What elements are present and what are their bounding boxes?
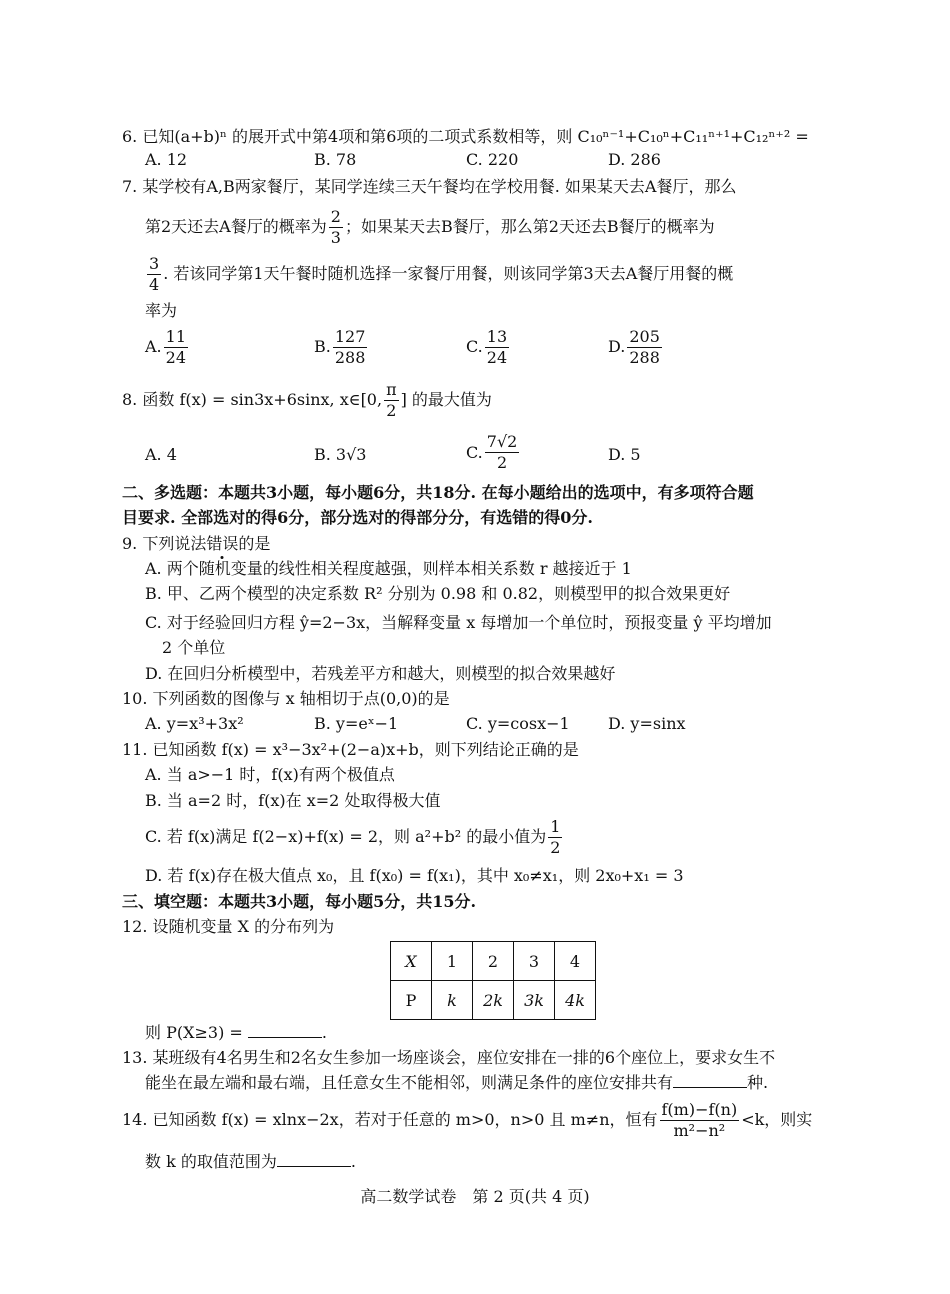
q7-option-a-num: 11: [165, 327, 186, 346]
q7-fraction-3-4: [147, 254, 161, 295]
table-cell: [391, 942, 432, 981]
q8-option-a: A. 4: [145, 445, 177, 464]
q8-option-b: B. 3√3: [314, 445, 367, 464]
q7-frac2-den: 4: [149, 275, 160, 294]
table-cell-text: 2k: [483, 990, 503, 1010]
q12-answer: [145, 1022, 327, 1044]
q7-option-c-num: 13: [486, 327, 508, 346]
table-cell-text: k: [447, 990, 457, 1010]
q14-line1-end: <k，则实: [741, 1110, 813, 1129]
q6-option-d: D. 286: [608, 150, 661, 169]
q8-fraction-pi-2: [384, 380, 399, 421]
q10-option-c: C. y=cosx−1: [466, 714, 570, 733]
q11-option-b: B. 当 a=2 时，f(x)在 x=2 处取得极大值: [145, 791, 441, 810]
q9-option-b: B. 甲、乙两个模型的决定系数 R² 分别为 0.98 和 0.82，则模型甲的拟合效果更好: [145, 584, 731, 603]
q11-option-d: D. 若 f(x)存在极大值点 x₀，且 f(x₀) = f(x₁)，其中 x₀≠x₁，则 2x₀+x₁ = 3: [145, 866, 684, 885]
q8-stem-b: ] 的最大值为: [400, 390, 492, 409]
q6-stem: 6. 已知(a+b)ⁿ 的展开式中第4项和第6项的二项式系数相等，则 C₁₀ⁿ⁻¹+C₁₀ⁿ+C₁₁ⁿ⁺¹+C₁₂ⁿ⁺² =: [122, 127, 809, 146]
q12-answer-blank[interactable]: [248, 1023, 322, 1038]
table-cell: P: [391, 981, 432, 1020]
q7-option-c-den: 24: [486, 348, 508, 367]
table-cell-text: 3k: [524, 990, 544, 1010]
q8-stem: [122, 378, 492, 422]
q12-stem: 12. 设随机变量 X 的分布列为: [122, 917, 335, 936]
q7-option-a: [145, 327, 190, 368]
table-cell: [555, 981, 596, 1020]
q8-option-d: D. 5: [608, 445, 641, 464]
q10-stem: 10. 下列函数的图像与 x 轴相切于点(0,0)的是: [122, 689, 450, 708]
table-cell: [432, 981, 473, 1020]
q7-option-b-den: 288: [334, 348, 366, 367]
q7-option-b: [314, 327, 369, 368]
q7-line4: 率为: [145, 301, 178, 320]
q7-option-b-num: 127: [334, 327, 366, 346]
q7-frac1-num: 2: [330, 207, 341, 226]
q13-line2-end: 种.: [747, 1073, 769, 1092]
q7-line2: [145, 205, 715, 249]
q11-stem: 11. 已知函数 f(x) = x³−3x²+(2−a)x+b，则下列结论正确的是: [122, 740, 579, 759]
section3-heading: 三、填空题：本题共3小题，每小题5分，共15分.: [122, 892, 477, 911]
q14-line2: [145, 1151, 356, 1173]
q14-line2-end: .: [350, 1152, 356, 1171]
q12-answer-end: .: [321, 1023, 327, 1042]
section2-line1: 二、多选题：本题共3小题，每小题6分，共18分. 在每小题给出的选项中，有多项符合题: [122, 483, 754, 502]
q7-frac1-den: 3: [330, 228, 341, 247]
q10-option-b: B. y=eˣ−1: [314, 714, 399, 733]
q7-option-d: [608, 327, 664, 368]
q14-frac-den: m²−n²: [673, 1121, 726, 1140]
q9-stem-a: 9. 下列说法: [122, 534, 207, 553]
q6-option-a: A. 12: [145, 150, 188, 169]
q13-answer-blank[interactable]: [673, 1073, 747, 1088]
q9-stem-emphasis: 错误: [206, 534, 239, 553]
q8-option-c-den: 2: [496, 453, 508, 472]
q7-line2-a: 第2天还去A餐厅的概率为: [145, 217, 327, 236]
q9-stem: [122, 533, 270, 555]
q7-line3: [145, 252, 733, 296]
q13-line2: [145, 1072, 768, 1094]
q12-distribution-table: [390, 941, 596, 1020]
page-footer: 高二数学试卷 第 2 页(共 4 页): [360, 1187, 590, 1206]
q13-line1: 13. 某班级有4名男生和2名女生参加一场座谈会，座位安排在一排的6个座位上，要求女生不: [122, 1048, 776, 1067]
table-cell: 1: [432, 942, 473, 981]
q14-line2-text: 数 k 的取值范围为: [145, 1152, 277, 1171]
q7-option-c: [466, 327, 511, 368]
q11-option-c-text: C. 若 f(x)满足 f(2−x)+f(x) = 2，则 a²+b² 的最小值为: [145, 827, 547, 846]
q8-frac-den: 2: [386, 401, 397, 420]
q14-answer-blank[interactable]: [277, 1152, 351, 1167]
q11-option-c-num: 1: [550, 817, 561, 836]
q13-line2-text: 能坐在最左端和最右端，且任意女生不能相邻，则满足条件的座位安排共有: [145, 1073, 674, 1092]
q7-option-a-label: A.: [145, 337, 162, 356]
q7-line2-b: ；如果某天去B餐厅，那么第2天还去B餐厅的概率为: [344, 217, 715, 236]
q7-option-c-label: C.: [466, 337, 483, 356]
table-cell: [514, 981, 555, 1020]
section2-line2: 目要求. 全部选对的得6分，部分选对的得部分分，有选错的得0分.: [122, 508, 593, 527]
q8-stem-a: 8. 函数 f(x) = sin3x+6sinx, x∈[0,: [122, 390, 383, 409]
q14-line1: [122, 1098, 812, 1142]
q6-option-b: B. 78: [314, 150, 357, 169]
q7-option-d-den: 288: [629, 348, 660, 367]
q11-option-c: [145, 815, 564, 859]
q8-frac-num: π: [386, 380, 397, 399]
q7-fraction-2-3: [329, 207, 343, 248]
table-cell: 3: [514, 942, 555, 981]
q11-option-c-den: 2: [550, 838, 561, 857]
q9-option-c-line1: C. 对于经验回归方程 ŷ=2−3x，当解释变量 x 每增加一个单位时，预报变量 ŷ 平均增加: [145, 613, 772, 632]
q8-option-c-num: 7√2: [486, 432, 518, 451]
q11-option-a: A. 当 a>−1 时，f(x)有两个极值点: [145, 765, 395, 784]
q7-option-d-label: D.: [608, 337, 626, 356]
q8-option-c-label: C.: [466, 443, 483, 462]
table-cell-text: X: [405, 951, 417, 971]
q7-line3-text: . 若该同学第1天午餐时随机选择一家餐厅用餐，则该同学第3天去A餐厅用餐的概: [163, 264, 734, 283]
q7-option-a-den: 24: [165, 348, 186, 367]
q9-option-d: D. 在回归分析模型中，若残差平方和越大，则模型的拟合效果越好: [145, 664, 616, 683]
q14-frac-num: f(m)−f(n): [661, 1100, 738, 1119]
table-cell: 2: [473, 942, 514, 981]
q14-line1-text: 14. 已知函数 f(x) = xlnx−2x，若对于任意的 m>0，n>0 且 m≠n，恒有: [122, 1110, 658, 1129]
table-cell-text: 4k: [565, 990, 585, 1010]
q8-option-c: [466, 432, 521, 473]
q12-answer-text: 则 P(X≥3) =: [145, 1023, 243, 1042]
q6-option-c: C. 220: [466, 150, 519, 169]
q7-option-b-label: B.: [314, 337, 331, 356]
q7-frac2-num: 3: [149, 254, 160, 273]
q9-option-c-line2: 2 个单位: [162, 638, 226, 657]
table-row: [391, 942, 596, 981]
table-row: [391, 981, 596, 1020]
q10-option-d: D. y=sinx: [608, 714, 686, 733]
q7-option-d-num: 205: [629, 327, 660, 346]
table-cell: [473, 981, 514, 1020]
q10-option-a: A. y=x³+3x²: [145, 714, 244, 733]
q9-stem-b: 的是: [238, 534, 271, 553]
table-cell: 4: [555, 942, 596, 981]
q9-option-a: A. 两个随机变量的线性相关程度越强，则样本相关系数 r 越接近于 1: [145, 559, 632, 578]
q7-line1: 7. 某学校有A,B两家餐厅，某同学连续三天午餐均在学校用餐. 如果某天去A餐厅，那么: [122, 177, 737, 196]
